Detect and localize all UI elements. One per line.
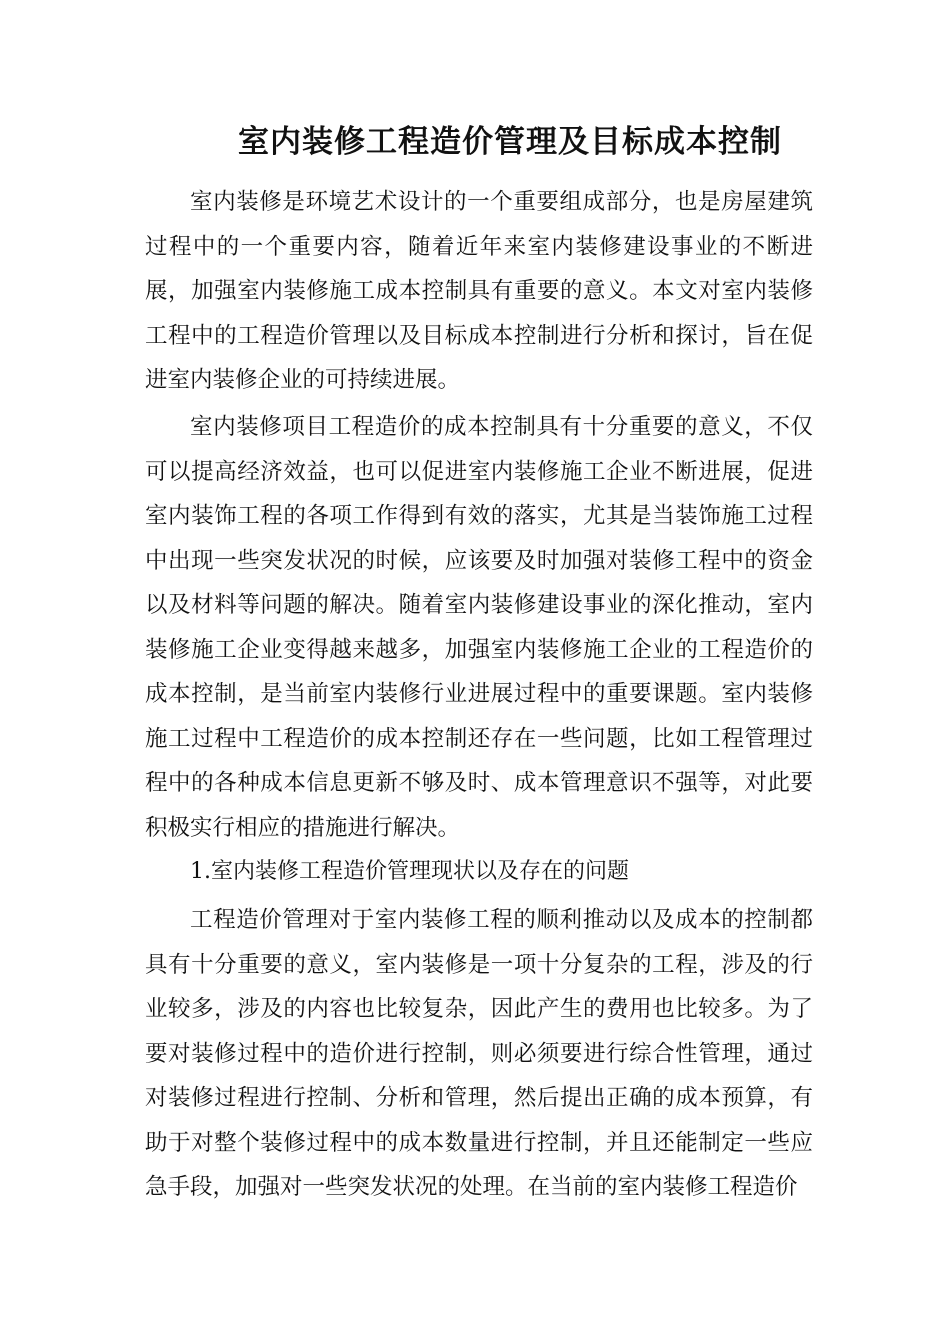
intro-paragraph: 室内装修是环境艺术设计的一个重要组成部分，也是房屋建筑过程中的一个重要内容，随着近年来室内装修建设事业的不断进展，加强室内装修施工成本控制具有重要的意义。本文对室内装修工程中的工程造价管理以及目标成本控制进行分析和探讨，旨在促进室内装修企业的可持续进展。 xyxy=(145,189,813,393)
body-paragraph: 室内装修项目工程造价的成本控制具有十分重要的意义，不仅可以提高经济效益，也可以促进室内装修施工企业不断进展，促进室内装饰工程的各项工作得到有效的落实，尤其是当装饰施工过程中出现一些突发状况的时候，应该要及时加强对装修工程中的资金以及材料等问题的解决。随着室内装修建设事业的深化推动，室内装修施工企业变得越来越多，加强室内装修施工企业的工程造价的成本控制，是当前室内装修行业进展过程中的重要课题。室内装修施工过程中工程造价的成本控制还存在一些问题，比如工程管理过程中的各种成本信息更新不够及时、成本管理意识不强等，对此要积极实行相应的措施进行解决。 xyxy=(145,414,813,841)
document-title: 室内装修工程造价管理及目标成本控制 xyxy=(238,124,782,160)
section-heading: 1.室内装修工程造价管理现状以及存在的问题 xyxy=(190,859,629,884)
section-paragraph: 工程造价管理对于室内装修工程的顺利推动以及成本的控制都具有十分重要的意义，室内装修是一项十分复杂的工程，涉及的行业较多，涉及的内容也比较复杂，因此产生的费用也比较多。为了要对装修过程中的造价进行控制，则必须要进行综合性管理，通过对装修过程进行控制、分析和管理，然后提出正确的成本预算，有助于对整个装修过程中的成本数量进行控制，并且还能制定一些应急手段，加强对一些突发状况的处理。在当前的室内装修工程造价 xyxy=(145,907,813,1200)
